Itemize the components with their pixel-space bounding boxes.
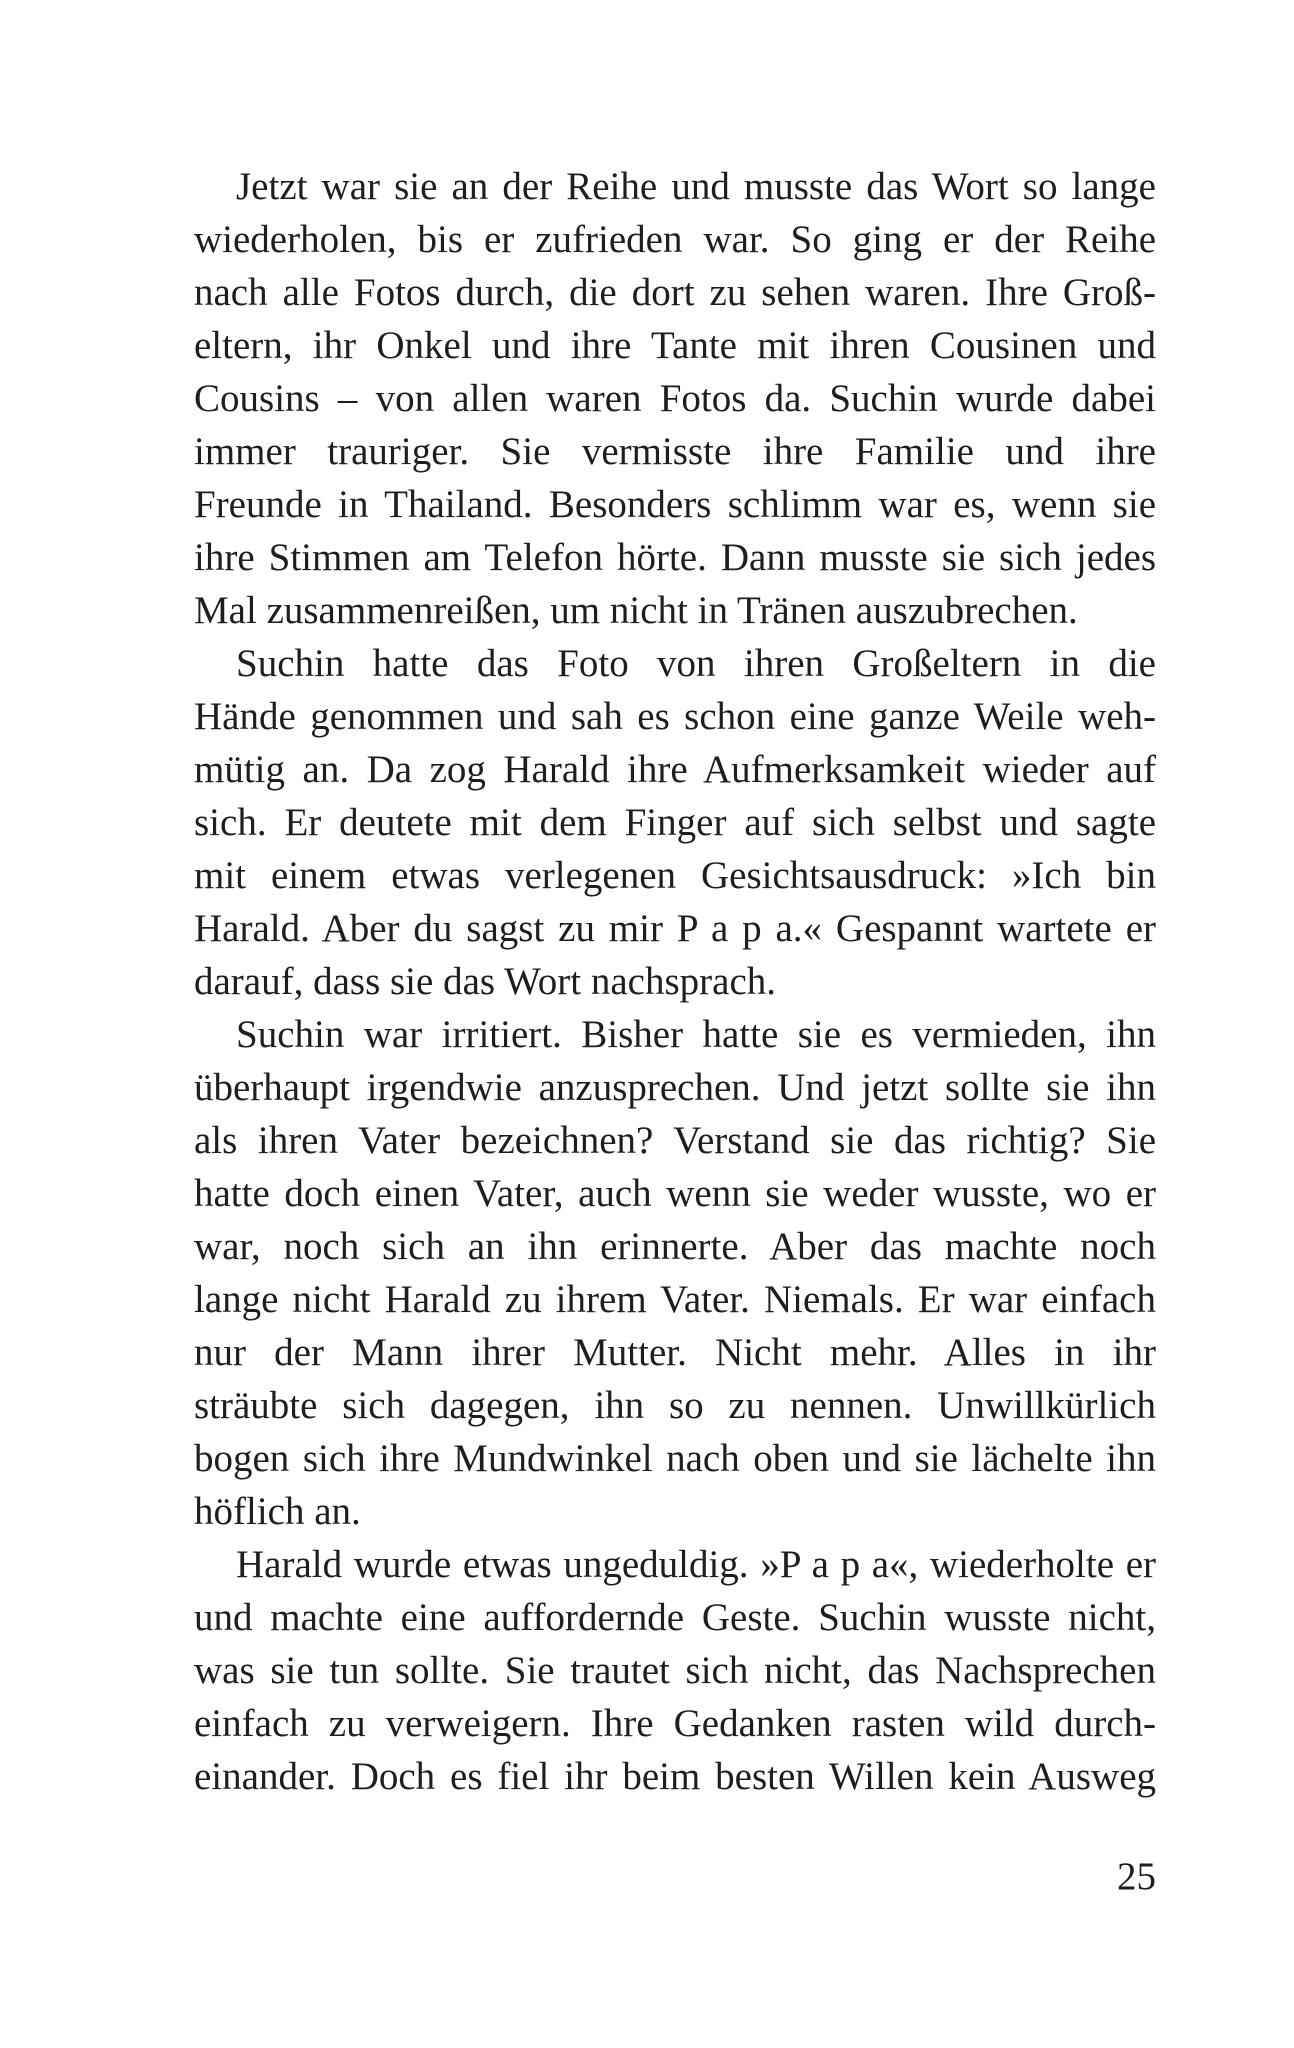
- text-line: [194, 849, 1156, 902]
- text-line: [194, 637, 1156, 690]
- text-line-content: lange nicht Harald zu ihrem Vater. Niemals. Er war einfach: [194, 1278, 1156, 1321]
- text-line: [194, 1750, 1156, 1803]
- text-line: [194, 1591, 1156, 1644]
- text-line-content: mit einem etwas verlegenen Gesichtsausdruck: »Ich bin: [194, 854, 1156, 897]
- text-line-content: und machte eine auffordernde Geste. Suchin wusste nicht,: [194, 1596, 1156, 1639]
- text-line: [194, 425, 1156, 478]
- text-line-content: Jetzt war sie an der Reihe und musste das Wort so lange: [236, 165, 1156, 208]
- text-line-content: einfach zu verweigern. Ihre Gedanken rasten wild durch-: [194, 1702, 1156, 1745]
- text-line: [194, 1697, 1156, 1750]
- text-line: [194, 743, 1156, 796]
- text-line-content: eltern, ihr Onkel und ihre Tante mit ihren Cousinen und: [194, 324, 1156, 367]
- text-line: [194, 213, 1156, 266]
- text-line: [194, 319, 1156, 372]
- text-line: [194, 1061, 1156, 1114]
- text-line: [194, 1379, 1156, 1432]
- text-line-content: höflich an.: [194, 1490, 361, 1533]
- text-line-content: sich. Er deutete mit dem Finger auf sich selbst und sagte: [194, 801, 1156, 844]
- text-line-content: Hände genommen und sah es schon eine ganze Weile weh-: [194, 695, 1156, 738]
- text-line: [194, 955, 1156, 1008]
- text-line-content: wiederholen, bis er zufrieden war. So ging er der Reihe: [194, 218, 1156, 261]
- text-line-content: einander. Doch es fiel ihr beim besten Willen kein Ausweg: [194, 1755, 1156, 1798]
- text-line: [194, 1167, 1156, 1220]
- text-line-content: darauf, dass sie das Wort nachsprach.: [194, 960, 777, 1003]
- text-line-content: war, noch sich an ihn erinnerte. Aber das machte noch: [194, 1225, 1156, 1268]
- text-line: [194, 1273, 1156, 1326]
- text-line: [194, 902, 1156, 955]
- body-text: [194, 160, 1156, 1803]
- text-line: [194, 1538, 1156, 1591]
- text-line: [194, 1008, 1156, 1061]
- text-line: [194, 478, 1156, 531]
- text-line-content: Cousins – von allen waren Fotos da. Suchin wurde dabei: [194, 377, 1156, 420]
- text-line-content: hatte doch einen Vater, auch wenn sie weder wusste, wo er: [194, 1172, 1156, 1215]
- text-line: [194, 690, 1156, 743]
- text-line-content: sträubte sich dagegen, ihn so zu nennen. Unwillkürlich: [194, 1384, 1156, 1427]
- text-line: [194, 1326, 1156, 1379]
- text-line: [194, 1114, 1156, 1167]
- text-line-content: mütig an. Da zog Harald ihre Aufmerksamkeit wieder auf: [194, 748, 1156, 791]
- text-line-content: Freunde in Thailand. Besonders schlimm war es, wenn sie: [194, 483, 1156, 526]
- text-line-content: Mal zusammenreißen, um nicht in Tränen auszubrechen.: [194, 589, 1078, 632]
- text-line-content: nur der Mann ihrer Mutter. Nicht mehr. Alles in ihr: [194, 1331, 1156, 1374]
- text-line-content: was sie tun sollte. Sie trautet sich nicht, das Nachsprechen: [194, 1649, 1156, 1692]
- text-line: [194, 796, 1156, 849]
- text-line-content: Harald wurde etwas ungeduldig. »P a p a«, wiederholte er: [236, 1543, 1156, 1586]
- text-line: [194, 266, 1156, 319]
- text-line: [194, 160, 1156, 213]
- text-line-content: bogen sich ihre Mundwinkel nach oben und sie lächelte ihn: [194, 1437, 1156, 1480]
- text-line-content: immer trauriger. Sie vermisste ihre Familie und ihre: [194, 430, 1156, 473]
- text-line-content: als ihren Vater bezeichnen? Verstand sie das richtig? Sie: [194, 1119, 1156, 1162]
- text-line: [194, 1485, 1156, 1538]
- text-line-content: ihre Stimmen am Telefon hörte. Dann musste sie sich jedes: [194, 536, 1156, 579]
- text-line-content: Harald. Aber du sagst zu mir P a p a.« Gespannt wartete er: [194, 907, 1156, 950]
- text-line: [194, 584, 1156, 637]
- text-line: [194, 531, 1156, 584]
- text-line-content: überhaupt irgendwie anzusprechen. Und jetzt sollte sie ihn: [194, 1066, 1156, 1109]
- text-line: [194, 1432, 1156, 1485]
- text-line-content: Suchin war irritiert. Bisher hatte sie es vermieden, ihn: [236, 1013, 1156, 1056]
- page-number: 25: [1117, 1855, 1156, 1898]
- text-line: [194, 1220, 1156, 1273]
- text-line-content: nach alle Fotos durch, die dort zu sehen waren. Ihre Groß-: [194, 271, 1156, 314]
- text-line: [194, 1644, 1156, 1697]
- text-line-content: Suchin hatte das Foto von ihren Großeltern in die: [236, 642, 1156, 685]
- text-line: [194, 372, 1156, 425]
